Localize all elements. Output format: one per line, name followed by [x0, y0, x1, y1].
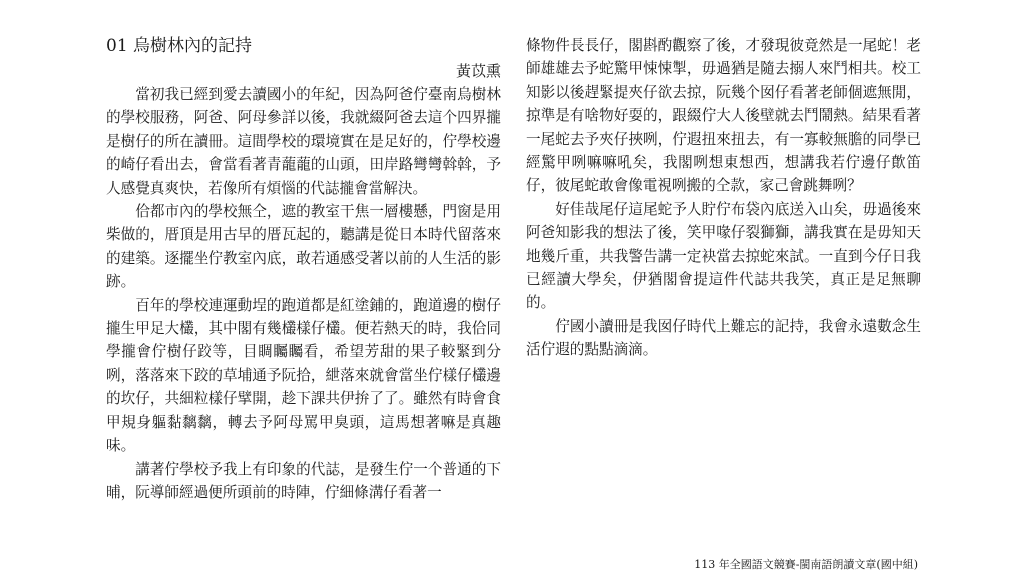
article-heading	[106, 34, 501, 58]
paragraph: 百年的學校連運動埕的跑道都是紅塗鋪的，跑道邊的樹仔攏生甲足大欉，其中閣有幾欉樣仔欉。便若熱天的時，我佮同學攏會佇樹仔跤等，目睭矚矚看，希望芳甜的果子較緊到分咧，落落來下跤的草埔通予阮拾，紲落來就會當坐佇樣仔欉邊的坎仔，共細粒樣仔擘開，趁下課共伊拚了了。雖然有時會食甲規身軀黏黐黐，轉去予阿母罵甲臭頭，這馬想著嘛是真趣味。	[106, 296, 501, 455]
page-footer: 113 年全國語文競賽-閩南語朗讀文章(國中組)	[694, 558, 918, 571]
paragraph: 當初我已經到愛去讀國小的年紀，因為阿爸佇臺南烏樹林的學校服務，阿爸、阿母參詳以後，我就綴阿爸去這个四界攏是樹仔的所在讀冊。這間學校的環境實在是足好的，佇學校邊的崎仔看出去，會當看著青蘢蘢的山頭，田岸路彎彎斡斡，予人感覺真爽快，若像所有煩惱的代誌攏會當解決。	[106, 86, 501, 197]
paragraph: 好佳哉尾仔這尾蛇予人貯佇布袋內底送入山矣，毋過後來阿爸知影我的想法了後，笑甲喙仔裂獅獅，講我實在是毋知天地幾斤重，共我警告講一定袂當去掠蛇來試。一直到今仔日我已經讀大學矣，伊猶閣會提這件代誌共我笑，真正是足無聊的。	[526, 200, 921, 312]
paragraph: 佮都市內的學校無仝，遮的教室干焦一層樓懸，門窗是用柴做的，厝頂是用古早的厝瓦起的，聽講是從日本時代留落來的建築。逐擺坐佇教室內底，敢若通感受著以前的人生活的影跡。	[106, 203, 501, 291]
right-column	[526, 34, 921, 362]
left-column	[106, 34, 501, 504]
paragraph-continued: 條物件長長仔，閣斟酌觀察了後，才發現彼竟然是一尾蛇！老師雄雄去予蛇驚甲悚悚掣，毋過猶是隨去搦人來鬥相共。校工知影以後趕緊提夾仔欲去掠，阮幾个囡仔看著老師個遮無閒，掠準是有啥物好耍的，跟綴佇大人後壁就去鬥鬧熱。結果看著一尾蛇去予夾仔挾咧，佇遐扭來扭去，有一寡較無膽的同學已經驚甲咧嘛嘛吼矣，我閣咧想東想西，想講我若佇邊仔歕笛仔，彼尾蛇敢會像電視咧搬的仝款，家己會跳舞咧？	[526, 37, 921, 195]
paragraph: 佇國小讀冊是我囡仔時代上難忘的記持，我會永遠數念生活佇遐的點點滴滴。	[526, 317, 921, 359]
article-title: 烏樹林內的記持	[133, 36, 253, 56]
paragraph: 講著佇學校予我上有印象的代誌，是發生佇一个普通的下晡，阮導師經過便所頭前的時陣，佇細條溝仔看著一	[106, 460, 501, 501]
article-number: 01	[106, 36, 128, 56]
author-name: 黃苡熏	[455, 62, 501, 80]
